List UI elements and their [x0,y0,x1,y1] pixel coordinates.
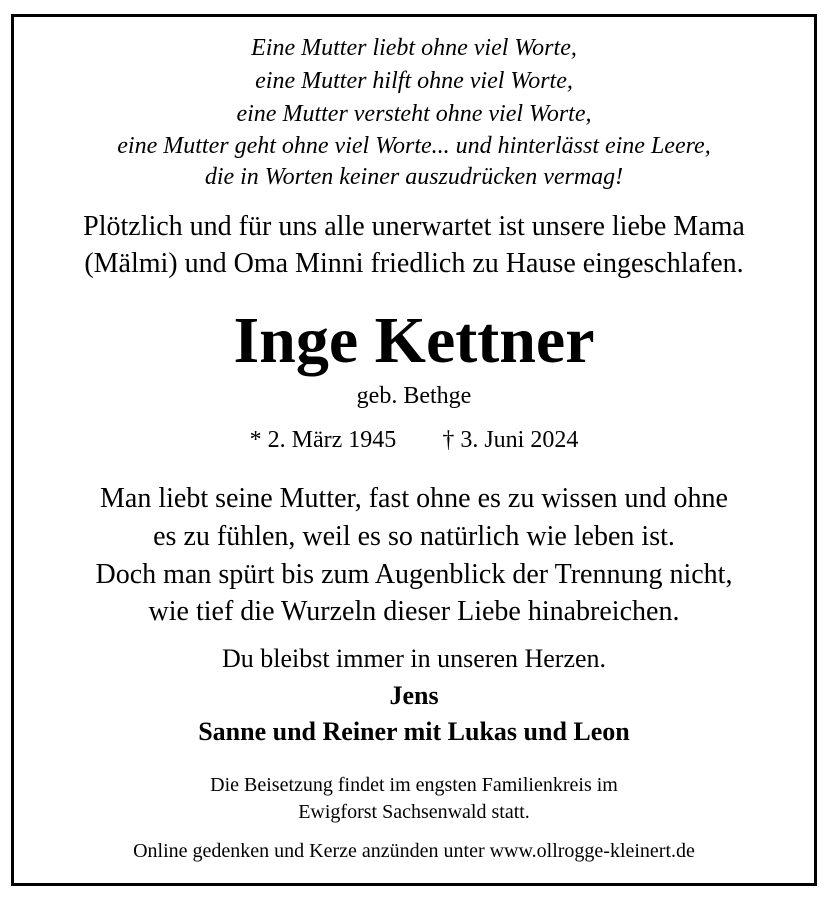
poem-line: eine Mutter versteht ohne viel Worte, [236,101,592,127]
poem-line: Eine Mutter liebt ohne viel Worte, [251,35,577,61]
poem-line: eine Mutter geht ohne viel Worte... und hinterlässt eine Leere, [117,133,711,159]
quote-line: Man liebt seine Mutter, fast ohne es zu wissen und ohne [100,483,728,514]
birth-name: geb. Bethge [356,383,472,409]
funeral-notice-line: Die Beisetzung findet im engsten Familienkreis im [210,774,618,796]
announcement-line: Plötzlich und für uns alle unerwartet ist unsere liebe Mama [83,211,745,242]
closing-line: Du bleibst immer in unseren Herzen. [221,644,607,673]
life-dates [0,428,828,452]
death-date: † 3. Juni 2024 [442,427,579,453]
funeral-notice-line: Ewigforst Sachsenwald statt. [298,801,530,823]
online-notice: Online gedenken und Kerze anzünden unter www.ollrogge-kleinert.de [133,840,695,862]
announcement-line: (Mälmi) und Oma Minni friedlich zu Hause eingeschlafen. [84,248,744,279]
birth-date: * 2. März 1945 [249,427,397,453]
deceased-name: Inge Kettner [233,304,595,377]
quote-line: Doch man spürt bis zum Augenblick der Trennung nicht, [95,559,733,590]
quote-line: es zu fühlen, weil es so natürlich wie leben ist. [153,521,675,552]
mourner-line: Jens [389,681,439,710]
mourner-line: Sanne und Reiner mit Lukas und Leon [198,717,630,746]
poem-line: eine Mutter hilft ohne viel Worte, [255,68,573,94]
quote-line: wie tief die Wurzeln dieser Liebe hinabreichen. [148,596,680,627]
poem-line: die in Worten keiner auszudrücken vermag! [204,164,624,190]
